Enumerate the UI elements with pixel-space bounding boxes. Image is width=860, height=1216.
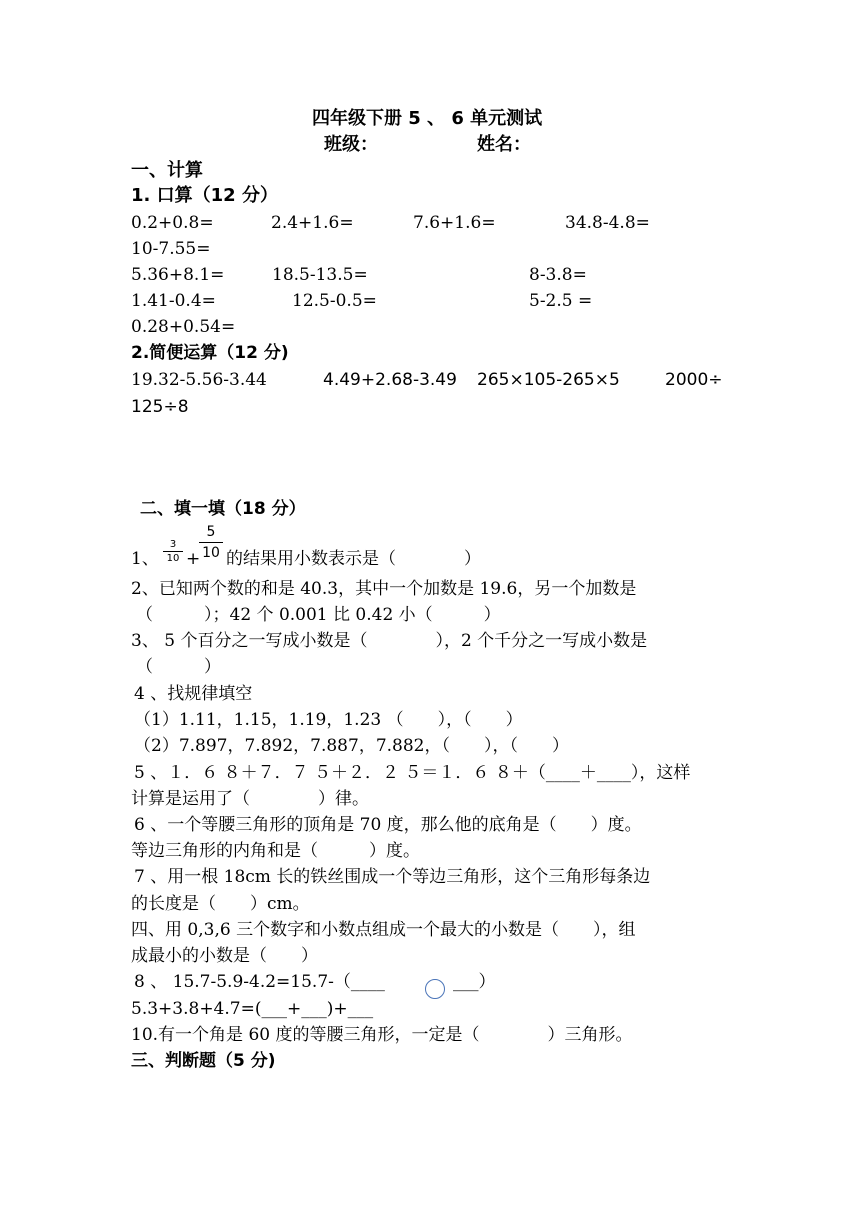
fraction-numerator: 3 xyxy=(169,539,177,550)
section2-heading: 二、填一填（18 分） xyxy=(140,499,306,519)
q2-line2: （ ）；42 个 0.001 比 0.42 小（ ） xyxy=(136,605,501,625)
class-label: 班级： xyxy=(324,134,378,155)
calc-item: 265×105-265×5 xyxy=(477,370,620,390)
part1-heading: 1. 口算（12 分） xyxy=(131,185,278,206)
q7-line1: 7 、用一根 18cm 长的铁丝围成一个等边三角形，这个三角形每条边 xyxy=(134,867,651,887)
calc-item: 34.8-4.8= xyxy=(565,213,650,233)
q-extra-line1: 四、用 0,3,6 三个数字和小数点组成一个最大的小数是（ ），组 xyxy=(131,920,636,940)
section1-heading: 一、计算 xyxy=(131,160,203,181)
q4-line1: （1）1.11，1.15，1.19，1.23 （ ），（ ） xyxy=(134,710,523,730)
calc-item: 10-7.55= xyxy=(131,239,211,259)
fraction-denominator: 10 xyxy=(199,542,223,563)
q9: 5.3+3.8+4.7=(___+___)+___ xyxy=(131,999,374,1019)
calc-item: 2.4+1.6= xyxy=(271,213,354,233)
calc-item: 1.41-0.4= xyxy=(131,291,216,311)
calc-item: 12.5-0.5= xyxy=(292,291,377,311)
calc-item: 125÷8 xyxy=(131,397,189,417)
calc-item: 19.32-5.56-3.44 xyxy=(131,370,267,390)
q3-line2: （ ） xyxy=(136,657,221,677)
q-extra-line2: 成最小的小数是（ ） xyxy=(131,946,318,966)
q6-line2: 等边三角形的内角和是（ ）度。 xyxy=(131,841,420,861)
section3-heading: 三、判断题（5 分) xyxy=(131,1051,276,1071)
calc-item: 5-2.5 = xyxy=(529,291,593,311)
q8-part-b: ___） xyxy=(453,972,496,992)
fraction-denominator: 10 xyxy=(163,551,183,565)
calc-item: 0.28+0.54= xyxy=(131,317,236,337)
q1-prefix: 1、 xyxy=(131,549,159,569)
q3-line1: 3、 5 个百分之一写成小数是（ ），2 个千分之一写成小数是 xyxy=(131,631,648,651)
circle-shape xyxy=(425,979,445,999)
calc-item: 2000÷ xyxy=(665,370,723,390)
q6-line1: 6 、一个等腰三角形的顶角是 70 度，那么他的底角是（ ）度。 xyxy=(134,815,642,835)
q5-line1: 5 、１．６ ８＋７．７ ５＋２．２ ５＝１．６ ８＋（____＋____），这样 xyxy=(134,763,691,783)
q4-line2: （2）7.897，7.892，7.887，7.882，（ ），（ ） xyxy=(134,736,569,756)
plus-sign: + xyxy=(186,549,201,569)
q5-line2: 计算是运用了（ ）律。 xyxy=(131,789,369,809)
q4-heading: 4 、找规律填空 xyxy=(134,684,253,704)
q1-text: 的结果用小数表示是（ ） xyxy=(226,549,481,569)
q7-line2: 的长度是（ ）cm。 xyxy=(131,894,310,914)
calc-item: 18.5-13.5= xyxy=(272,265,368,285)
calc-item: 4.49+2.68-3.49 xyxy=(323,370,457,390)
fraction-3-10 xyxy=(163,538,183,565)
page-title: 四年级下册 5 、 6 单元测试 xyxy=(312,108,543,129)
calc-item: 0.2+0.8= xyxy=(131,213,214,233)
part2-heading: 2.简便运算（12 分) xyxy=(131,343,289,363)
fraction-5-10 xyxy=(199,522,223,563)
q10: 10.有一个角是 60 度的等腰三角形，一定是（ ）三角形。 xyxy=(131,1025,633,1045)
fraction-numerator: 5 xyxy=(206,524,216,540)
name-label: 姓名： xyxy=(477,134,531,155)
q2-line1: 2、已知两个数的和是 40.3，其中一个加数是 19.6，另一个加数是 xyxy=(131,579,637,599)
calc-item: 5.36+8.1= xyxy=(131,265,225,285)
calc-item: 8-3.8= xyxy=(529,265,587,285)
q8-part-a: 8 、 15.7-5.9-4.2=15.7-（____ xyxy=(134,972,385,992)
calc-item: 7.6+1.6= xyxy=(413,213,496,233)
